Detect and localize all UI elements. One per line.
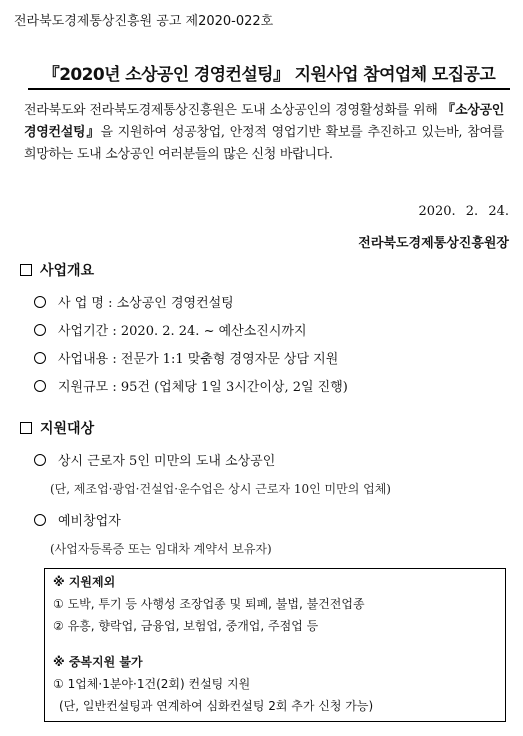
overview-item-text: 지원규모 : 95건 (업체당 1일 3시간이상, 2일 진행) (58, 380, 348, 395)
circle-bullet-icon (34, 296, 46, 308)
section-target-label: 지원대상 (40, 421, 95, 437)
circle-bullet-icon (34, 380, 46, 392)
section-target-heading (20, 418, 94, 438)
duplicate-line: (단, 일반컨설팅과 연계하여 심화컨설팅 2회 추가 신청 가능) (59, 699, 374, 713)
duplicate-line: ① 1업체·1분야·1건(2회) 컨설팅 지원 (53, 677, 251, 691)
overview-item (34, 292, 234, 311)
square-bullet-icon (20, 264, 32, 276)
page-title: 『2020년 소상공인 경영컨설팅』 지원사업 참여업체 모집공고 (42, 65, 496, 85)
intro-text-1: 전라북도와 전라북도경제통상진흥원은 도내 소상공인의 경영활성화를 위해 (24, 103, 442, 118)
square-bullet-icon (20, 422, 32, 434)
overview-item-text: 사 업 명 : 소상공인 경영컨설팅 (58, 296, 234, 311)
exclusion-heading: ※ 지원제외 (53, 575, 116, 589)
overview-item-text: 사업내용 : 전문가 1:1 맞춤형 경영자문 상담 지원 (58, 352, 339, 367)
overview-item-text: 사업기간 : 2020. 2. 24. ~ 예산소진시까지 (58, 324, 307, 339)
issuing-organization: 전라북도경제통상진흥원장 (358, 236, 509, 251)
notice-date: 2020. 2. 24. (418, 204, 509, 219)
circle-bullet-icon (34, 324, 46, 336)
circle-bullet-icon (34, 454, 46, 466)
section-overview-label: 사업개요 (40, 263, 95, 279)
target-item-text: 상시 근로자 5인 미만의 도내 소상공인 (58, 454, 276, 469)
intro-text-2: 을 지원하여 성공창업, 안정적 영업기반 확보를 추진하고 있는바, 참여를 희망하는 도내 소상공인 여러분들의 많은 신청 바랍니다. (24, 125, 504, 162)
intro-highlight: 『소상공인 경영컨설팅』 (24, 103, 504, 140)
exclusion-line: ② 유흥, 향락업, 금융업, 보험업, 중개업, 주점업 등 (53, 619, 319, 633)
circle-bullet-icon (34, 352, 46, 364)
title-underline (28, 88, 510, 90)
overview-item (34, 348, 338, 367)
target-note: (단, 제조업·광업·건설업·운수업은 상시 근로자 10인 미만의 업체) (50, 482, 391, 496)
target-item (34, 450, 275, 469)
exclusion-box (44, 568, 506, 722)
target-item (34, 510, 121, 529)
duplicate-heading: ※ 중복지원 불가 (53, 655, 143, 669)
target-item-text: 예비창업자 (58, 514, 121, 529)
notice-number: 전라북도경제통상진흥원 공고 제2020-022호 (14, 14, 274, 29)
target-note: (사업자등록증 또는 임대차 계약서 보유자) (50, 542, 272, 556)
overview-item (34, 376, 348, 395)
overview-item (34, 320, 307, 339)
section-overview-heading (20, 260, 94, 280)
circle-bullet-icon (34, 514, 46, 526)
intro-paragraph (24, 100, 504, 166)
exclusion-line: ① 도박, 투기 등 사행성 조장업종 및 퇴폐, 불법, 불건전업종 (53, 597, 365, 611)
